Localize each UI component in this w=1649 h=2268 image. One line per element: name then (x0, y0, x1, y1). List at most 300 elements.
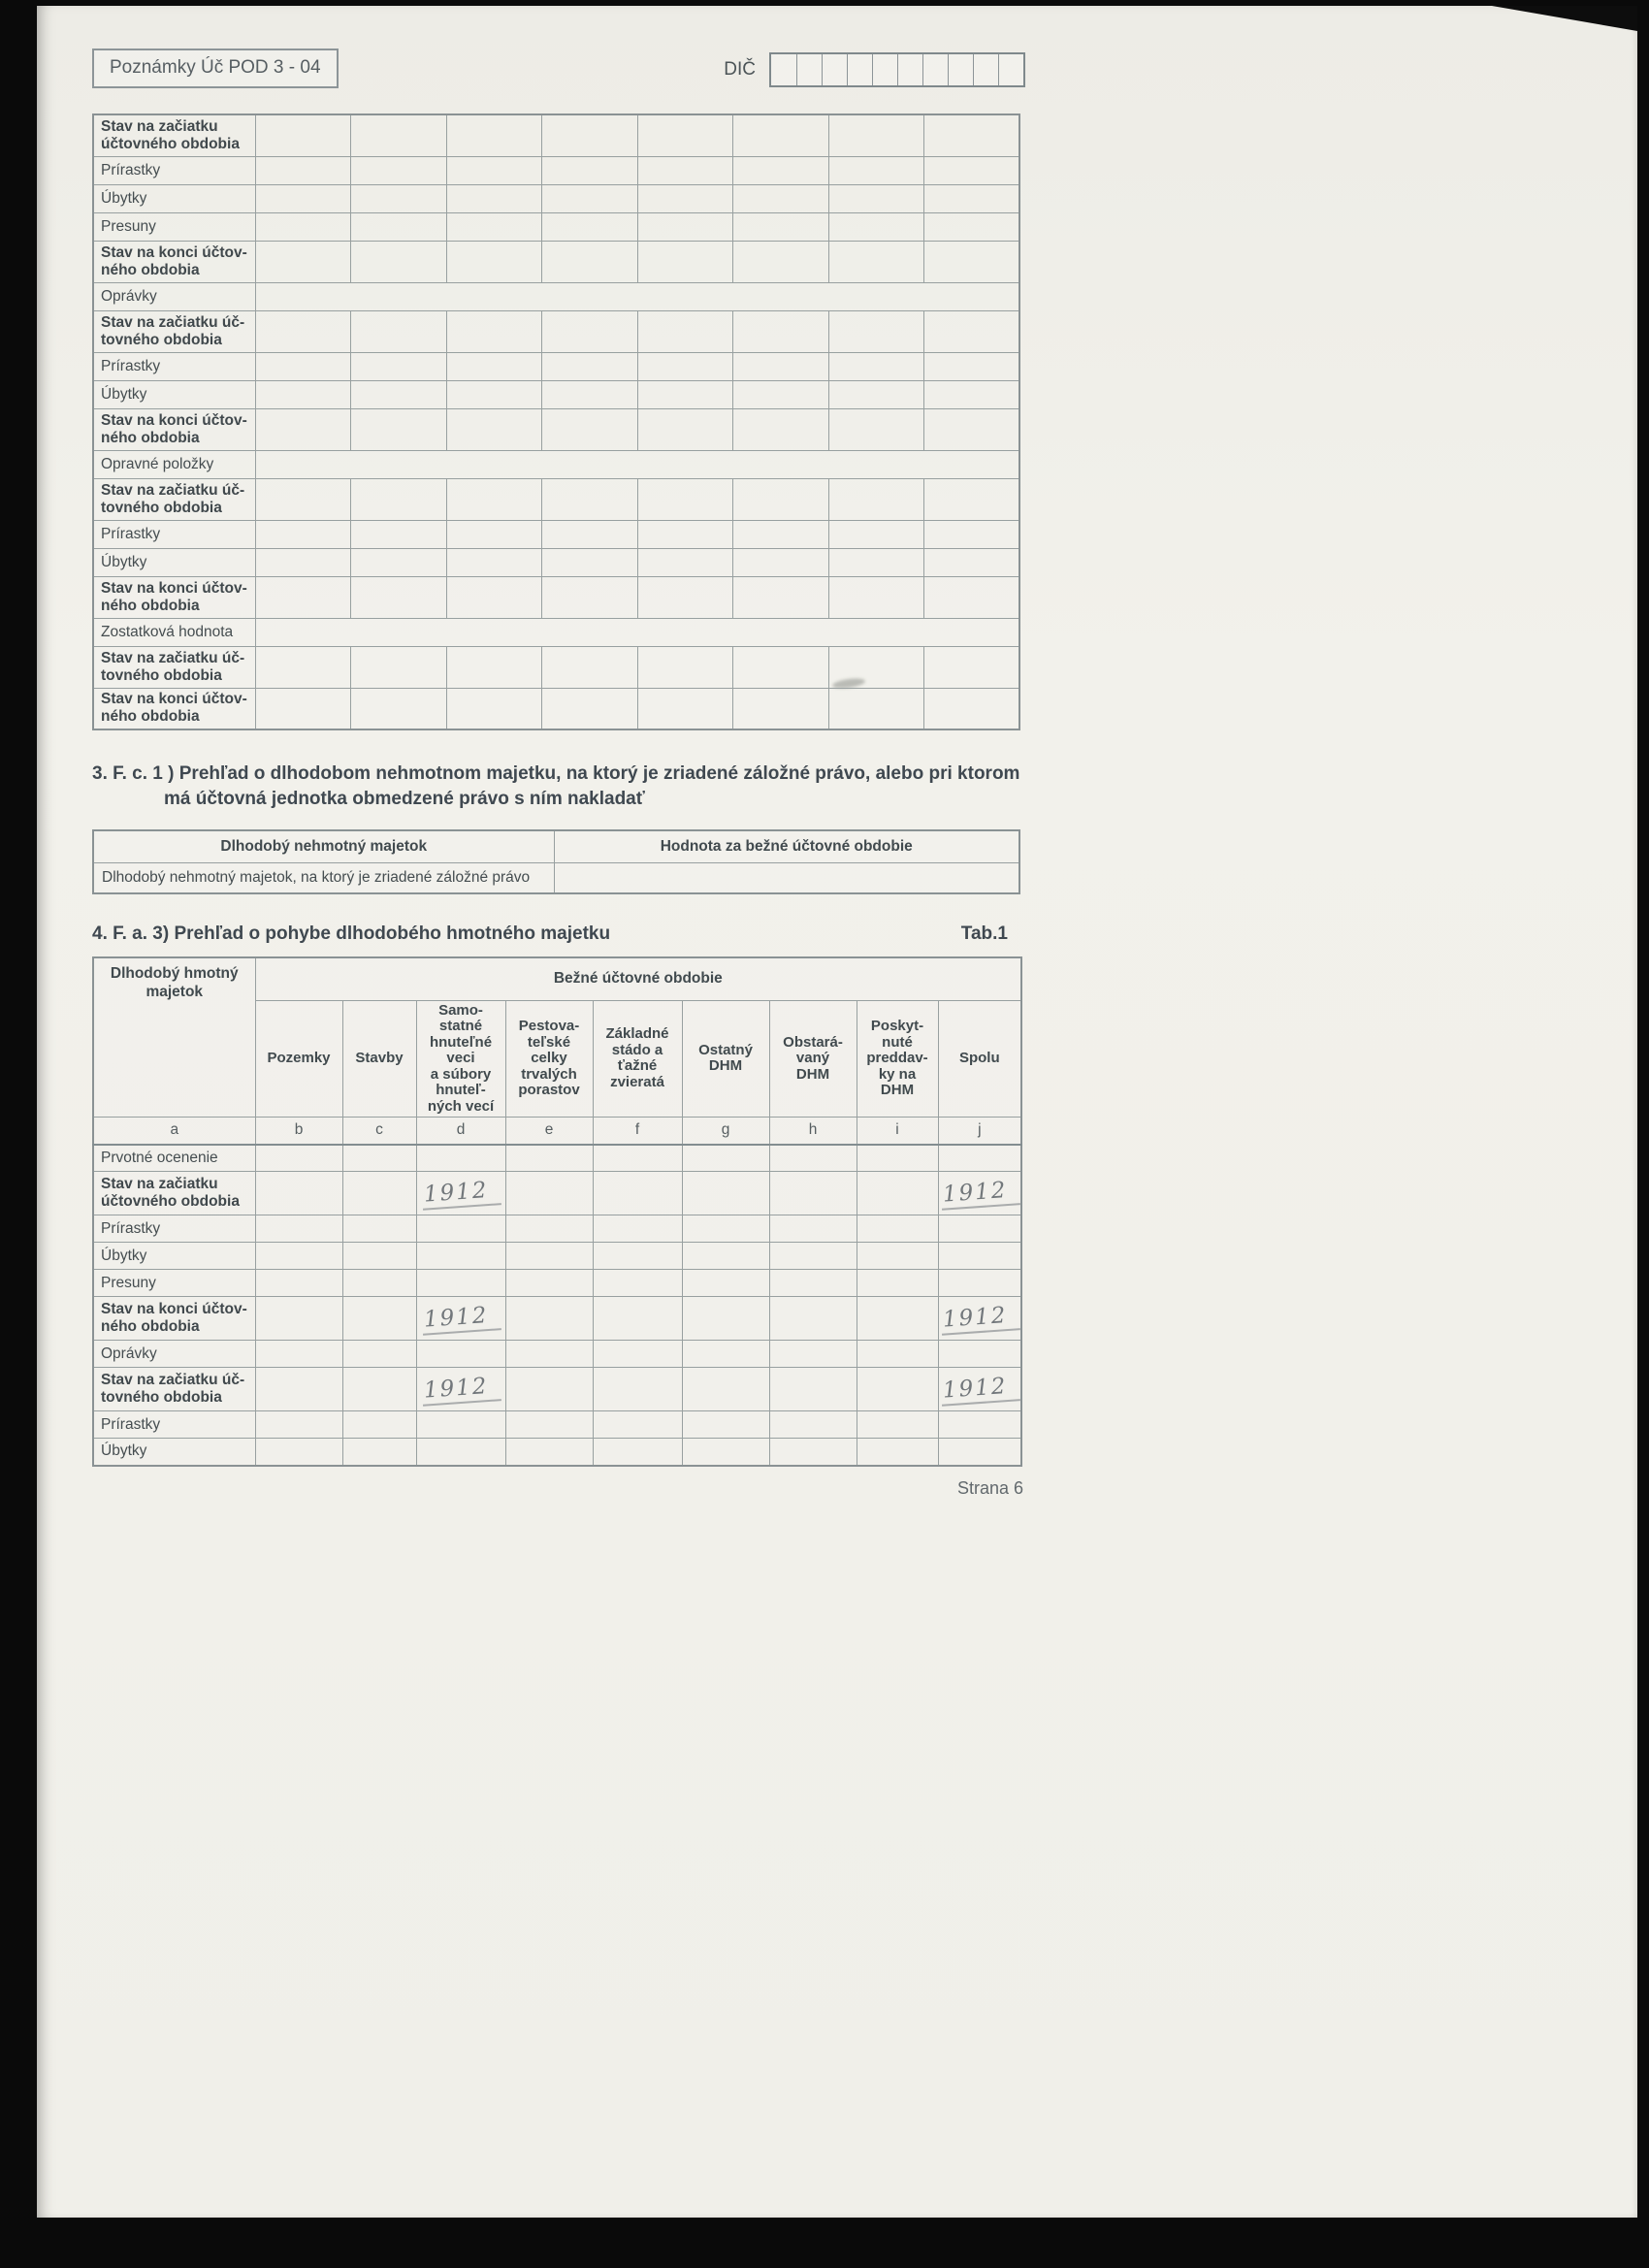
row-label: Úbytky (93, 1243, 255, 1270)
form-title-box (92, 49, 339, 88)
data-cell[interactable] (255, 1172, 342, 1215)
data-cell[interactable] (342, 1270, 416, 1297)
data-cell[interactable] (637, 212, 733, 241)
data-cell[interactable] (416, 1215, 505, 1243)
data-cell[interactable] (255, 380, 351, 408)
tab-label: Tab.1 (960, 923, 1008, 944)
dic-digit-cell[interactable] (847, 54, 872, 85)
table-row (93, 1270, 1021, 1297)
data-cell[interactable] (593, 1341, 682, 1368)
row-label: Stav na konci účtov- ného obdobia (93, 576, 255, 618)
data-cell[interactable] (593, 1145, 682, 1172)
dic-digit-cell[interactable] (922, 54, 948, 85)
data-cell[interactable] (255, 241, 351, 282)
data-cell[interactable] (255, 1368, 342, 1411)
column-letter: h (769, 1118, 857, 1145)
dic-digit-cell[interactable] (872, 54, 897, 85)
data-cell[interactable] (542, 310, 638, 352)
data-cell[interactable] (924, 576, 1020, 618)
table-row (93, 1341, 1021, 1368)
data-cell[interactable] (351, 156, 447, 184)
column-header: Stavby (342, 1000, 416, 1118)
data-cell[interactable] (255, 408, 351, 450)
data-cell[interactable] (446, 688, 542, 729)
data-cell[interactable] (255, 548, 351, 576)
data-cell[interactable] (682, 1341, 769, 1368)
data-cell[interactable] (416, 1243, 505, 1270)
data-cell[interactable] (542, 114, 638, 156)
data-cell[interactable] (637, 688, 733, 729)
column-letter: e (505, 1118, 593, 1145)
section-4-heading: 4. F. a. 3) Prehľad o pohybe dlhodobého hmotného majetku (92, 923, 611, 944)
data-cell[interactable] (446, 310, 542, 352)
dic-digit-cell[interactable] (796, 54, 822, 85)
data-cell[interactable] (924, 212, 1020, 241)
data-cell[interactable] (351, 408, 447, 450)
data-cell[interactable] (828, 310, 924, 352)
asset-movements-table (92, 113, 1020, 730)
data-cell[interactable] (733, 156, 829, 184)
column-header: Spolu (938, 1000, 1021, 1118)
data-cell[interactable] (351, 548, 447, 576)
row-label: Presuny (93, 1270, 255, 1297)
table-row (93, 1243, 1021, 1270)
data-cell[interactable] (416, 1439, 505, 1466)
data-cell[interactable] (924, 241, 1020, 282)
data-cell[interactable] (542, 576, 638, 618)
data-cell[interactable] (924, 478, 1020, 520)
data-cell[interactable] (924, 156, 1020, 184)
data-cell[interactable] (255, 576, 351, 618)
data-cell[interactable] (938, 1368, 1021, 1411)
data-cell[interactable] (924, 408, 1020, 450)
data-cell[interactable] (938, 1411, 1021, 1439)
data-cell[interactable] (938, 1439, 1021, 1466)
data-cell[interactable] (733, 548, 829, 576)
data-cell[interactable] (733, 212, 829, 241)
data-cell[interactable] (416, 1411, 505, 1439)
data-cell[interactable] (255, 1411, 342, 1439)
data-cell[interactable] (505, 1215, 593, 1243)
dic-input[interactable] (769, 52, 1025, 87)
data-cell[interactable] (938, 1270, 1021, 1297)
data-cell[interactable] (857, 1368, 938, 1411)
data-cell[interactable] (446, 352, 542, 380)
data-cell[interactable] (769, 1270, 857, 1297)
data-cell[interactable] (446, 548, 542, 576)
data-cell[interactable] (446, 114, 542, 156)
data-cell[interactable] (542, 646, 638, 688)
row-label: Prírastky (93, 156, 255, 184)
data-cell[interactable] (446, 478, 542, 520)
corner-header: Dlhodobý hmotný majetok (93, 957, 255, 1118)
row-label: Oprávky (93, 282, 255, 310)
data-cell[interactable] (924, 184, 1020, 212)
data-cell[interactable] (938, 1172, 1021, 1215)
data-cell[interactable] (255, 114, 351, 156)
section-3-heading (92, 761, 1025, 812)
divider-cell (255, 618, 1019, 646)
table-row (93, 184, 1019, 212)
data-cell[interactable] (769, 1368, 857, 1411)
data-cell[interactable] (682, 1172, 769, 1215)
data-cell[interactable] (637, 408, 733, 450)
data-cell[interactable] (416, 1368, 505, 1411)
table-row (93, 1368, 1021, 1411)
data-cell[interactable] (342, 1172, 416, 1215)
data-cell[interactable] (446, 156, 542, 184)
data-cell[interactable] (828, 548, 924, 576)
scan-corner-artifact (1492, 6, 1637, 31)
data-cell[interactable] (542, 212, 638, 241)
data-cell[interactable] (828, 576, 924, 618)
column-letter: g (682, 1118, 769, 1145)
data-cell[interactable] (593, 1270, 682, 1297)
data-cell[interactable] (593, 1411, 682, 1439)
data-cell[interactable] (446, 184, 542, 212)
data-cell[interactable] (255, 1270, 342, 1297)
table-row (93, 408, 1019, 450)
data-cell[interactable] (733, 352, 829, 380)
data-cell[interactable] (446, 212, 542, 241)
row-label: Zostatková hodnota (93, 618, 255, 646)
data-cell[interactable] (769, 1215, 857, 1243)
table-row (93, 114, 1019, 156)
data-cell[interactable] (416, 1172, 505, 1215)
form-content (92, 49, 1025, 1499)
data-cell[interactable] (446, 646, 542, 688)
data-cell[interactable] (769, 1439, 857, 1466)
divider-cell (255, 450, 1019, 478)
form-title: Poznámky Úč POD 3 - 04 (110, 57, 321, 78)
page-number: Strana 6 (956, 1477, 1023, 1498)
row-label: Dlhodobý nehmotný majetok, na ktorý je zriadené záložné právo (93, 862, 554, 893)
pledged-intangibles-table (92, 829, 1020, 894)
table-row (93, 380, 1019, 408)
data-cell[interactable] (351, 478, 447, 520)
data-cell[interactable] (351, 241, 447, 282)
data-cell[interactable] (542, 380, 638, 408)
column-header: Pozemky (255, 1000, 342, 1118)
data-cell[interactable] (637, 576, 733, 618)
data-cell[interactable] (351, 520, 447, 548)
data-cell[interactable] (924, 380, 1020, 408)
table-header-row (93, 957, 1021, 1000)
section-4-heading-row (92, 923, 1025, 945)
data-cell[interactable] (828, 380, 924, 408)
data-cell[interactable] (828, 212, 924, 241)
data-cell[interactable] (342, 1411, 416, 1439)
table-row (93, 618, 1019, 646)
data-cell[interactable] (637, 184, 733, 212)
data-cell[interactable] (505, 1145, 593, 1172)
data-cell[interactable] (593, 1215, 682, 1243)
data-cell[interactable] (505, 1368, 593, 1411)
column-letter: a (93, 1118, 255, 1145)
data-cell[interactable] (769, 1243, 857, 1270)
row-label: Opravné položky (93, 450, 255, 478)
data-cell[interactable] (733, 380, 829, 408)
data-cell[interactable] (342, 1215, 416, 1243)
data-cell[interactable] (637, 520, 733, 548)
data-cell[interactable] (733, 310, 829, 352)
data-cell[interactable] (733, 646, 829, 688)
table-row (93, 352, 1019, 380)
data-cell[interactable] (351, 688, 447, 729)
data-cell[interactable] (593, 1172, 682, 1215)
data-cell[interactable] (938, 1341, 1021, 1368)
column-letter: i (857, 1118, 938, 1145)
data-cell[interactable] (924, 114, 1020, 156)
data-cell[interactable] (857, 1215, 938, 1243)
data-cell[interactable] (682, 1215, 769, 1243)
data-cell[interactable] (593, 1243, 682, 1270)
data-cell[interactable] (682, 1368, 769, 1411)
handwritten-value: 1912 (421, 1302, 501, 1336)
data-cell[interactable] (505, 1270, 593, 1297)
table-row (93, 310, 1019, 352)
data-cell[interactable] (924, 520, 1020, 548)
data-cell[interactable] (342, 1243, 416, 1270)
data-cell[interactable] (857, 1243, 938, 1270)
data-cell[interactable] (255, 1341, 342, 1368)
data-cell[interactable] (769, 1411, 857, 1439)
data-cell[interactable] (924, 688, 1020, 729)
column-header: Poskyt- nuté preddav- ky na DHM (857, 1000, 938, 1118)
table-row (93, 282, 1019, 310)
data-cell[interactable] (351, 184, 447, 212)
data-cell[interactable] (769, 1145, 857, 1172)
data-cell[interactable] (637, 241, 733, 282)
data-cell[interactable] (255, 212, 351, 241)
data-cell[interactable] (857, 1411, 938, 1439)
dic-digit-cell[interactable] (771, 54, 796, 85)
data-cell[interactable] (924, 646, 1020, 688)
data-cell[interactable] (733, 478, 829, 520)
data-cell[interactable] (255, 1145, 342, 1172)
table-row (93, 688, 1019, 729)
data-cell[interactable] (255, 310, 351, 352)
data-cell[interactable] (542, 688, 638, 729)
data-cell[interactable] (637, 548, 733, 576)
data-cell[interactable] (637, 380, 733, 408)
row-label: Oprávky (93, 1341, 255, 1368)
data-cell[interactable] (828, 520, 924, 548)
data-cell[interactable] (416, 1297, 505, 1341)
data-cell[interactable] (554, 862, 1019, 893)
table-row (93, 1411, 1021, 1439)
data-cell[interactable] (828, 156, 924, 184)
row-label: Stav na začiatku účtovného obdobia (93, 1172, 255, 1215)
data-cell[interactable] (924, 352, 1020, 380)
handwritten-value: 1912 (940, 1302, 1019, 1336)
row-label: Presuny (93, 212, 255, 241)
data-cell[interactable] (446, 241, 542, 282)
data-cell[interactable] (938, 1145, 1021, 1172)
row-label: Úbytky (93, 380, 255, 408)
data-cell[interactable] (505, 1172, 593, 1215)
column-header: Dlhodobý nehmotný majetok (93, 830, 554, 862)
dic-digit-cell[interactable] (948, 54, 973, 85)
data-cell[interactable] (255, 156, 351, 184)
data-cell[interactable] (938, 1243, 1021, 1270)
data-cell[interactable] (542, 408, 638, 450)
data-cell[interactable] (342, 1297, 416, 1341)
table-row (93, 862, 1019, 893)
data-cell[interactable] (416, 1270, 505, 1297)
data-cell[interactable] (769, 1297, 857, 1341)
handwritten-value: 1912 (421, 1373, 501, 1407)
data-cell[interactable] (542, 520, 638, 548)
data-cell[interactable] (342, 1368, 416, 1411)
data-cell[interactable] (924, 310, 1020, 352)
data-cell[interactable] (505, 1297, 593, 1341)
data-cell[interactable] (446, 576, 542, 618)
data-cell[interactable] (682, 1243, 769, 1270)
data-cell[interactable] (542, 352, 638, 380)
data-cell[interactable] (255, 184, 351, 212)
data-cell[interactable] (342, 1145, 416, 1172)
data-cell[interactable] (828, 408, 924, 450)
data-cell[interactable] (637, 478, 733, 520)
data-cell[interactable] (255, 646, 351, 688)
table-row (93, 1215, 1021, 1243)
dic-digit-cell[interactable] (822, 54, 847, 85)
data-cell[interactable] (733, 114, 829, 156)
data-cell[interactable] (828, 184, 924, 212)
data-cell[interactable] (542, 478, 638, 520)
data-cell[interactable] (733, 184, 829, 212)
dic-digit-cell[interactable] (973, 54, 998, 85)
column-header: Pestova- teľské celky trvalých porastov (505, 1000, 593, 1118)
data-cell[interactable] (857, 1145, 938, 1172)
data-cell[interactable] (342, 1439, 416, 1466)
dic-digit-cell[interactable] (998, 54, 1023, 85)
table-row (93, 450, 1019, 478)
data-cell[interactable] (542, 548, 638, 576)
data-cell[interactable] (637, 114, 733, 156)
table-header-row (93, 830, 1019, 862)
table-row (93, 241, 1019, 282)
data-cell[interactable] (505, 1341, 593, 1368)
handwritten-value: 1912 (940, 1373, 1019, 1407)
data-cell[interactable] (857, 1270, 938, 1297)
row-label: Stav na začiatku úč- tovného obdobia (93, 1368, 255, 1411)
data-cell[interactable] (255, 1297, 342, 1341)
data-cell[interactable] (857, 1297, 938, 1341)
data-cell[interactable] (938, 1215, 1021, 1243)
data-cell[interactable] (255, 352, 351, 380)
data-cell[interactable] (542, 156, 638, 184)
data-cell[interactable] (593, 1439, 682, 1466)
data-cell[interactable] (682, 1411, 769, 1439)
data-cell[interactable] (733, 576, 829, 618)
handwritten-value: 1912 (940, 1177, 1019, 1211)
dic-digit-cell[interactable] (897, 54, 922, 85)
data-cell[interactable] (255, 688, 351, 729)
data-cell[interactable] (682, 1270, 769, 1297)
data-cell[interactable] (828, 241, 924, 282)
data-cell[interactable] (938, 1297, 1021, 1341)
handwritten-value: 1912 (421, 1177, 501, 1211)
data-cell[interactable] (351, 352, 447, 380)
data-cell[interactable] (733, 520, 829, 548)
data-cell[interactable] (351, 310, 447, 352)
section-3-heading-line1: 3. F. c. 1 ) Prehľad o dlhodobom nehmotnom majetku, na ktorý je zriadené záložné právo, alebo pri ktorom (92, 763, 1020, 784)
data-cell[interactable] (924, 548, 1020, 576)
data-cell[interactable] (255, 1243, 342, 1270)
data-cell[interactable] (505, 1243, 593, 1270)
row-label: Úbytky (93, 1439, 255, 1466)
data-cell[interactable] (255, 1215, 342, 1243)
column-header: Obstará- vaný DHM (769, 1000, 857, 1118)
data-cell[interactable] (446, 520, 542, 548)
data-cell[interactable] (682, 1439, 769, 1466)
data-cell[interactable] (828, 478, 924, 520)
data-cell[interactable] (593, 1297, 682, 1341)
row-label: Prírastky (93, 1411, 255, 1439)
data-cell[interactable] (769, 1341, 857, 1368)
data-cell[interactable] (733, 241, 829, 282)
data-cell[interactable] (637, 310, 733, 352)
data-cell[interactable] (351, 646, 447, 688)
data-cell[interactable] (857, 1439, 938, 1466)
data-cell[interactable] (828, 688, 924, 729)
data-cell[interactable] (255, 478, 351, 520)
data-cell[interactable] (593, 1368, 682, 1411)
data-cell[interactable] (351, 114, 447, 156)
row-label: Prírastky (93, 520, 255, 548)
data-cell[interactable] (542, 184, 638, 212)
column-header: Samo- statné hnuteľné veci a súbory hnuteľ- ných vecí (416, 1000, 505, 1118)
data-cell[interactable] (342, 1341, 416, 1368)
row-label: Stav na začiatku úč- tovného obdobia (93, 646, 255, 688)
data-cell[interactable] (637, 352, 733, 380)
dic-label: DIČ (724, 59, 756, 80)
data-cell[interactable] (505, 1439, 593, 1466)
data-cell[interactable] (733, 688, 829, 729)
data-cell[interactable] (446, 380, 542, 408)
data-cell[interactable] (682, 1297, 769, 1341)
data-cell[interactable] (351, 380, 447, 408)
row-label: Stav na konci účtov- ného obdobia (93, 1297, 255, 1341)
column-header: Hodnota za bežné účtovné obdobie (554, 830, 1019, 862)
data-cell[interactable] (769, 1172, 857, 1215)
data-cell[interactable] (255, 1439, 342, 1466)
table-row (93, 576, 1019, 618)
data-cell[interactable] (857, 1341, 938, 1368)
data-cell[interactable] (637, 156, 733, 184)
data-cell[interactable] (416, 1341, 505, 1368)
table-row (93, 478, 1019, 520)
data-cell[interactable] (446, 408, 542, 450)
data-cell[interactable] (828, 646, 924, 688)
data-cell[interactable] (637, 646, 733, 688)
data-cell[interactable] (682, 1145, 769, 1172)
data-cell[interactable] (505, 1411, 593, 1439)
data-cell[interactable] (351, 212, 447, 241)
data-cell[interactable] (733, 408, 829, 450)
data-cell[interactable] (255, 520, 351, 548)
data-cell[interactable] (828, 352, 924, 380)
data-cell[interactable] (416, 1145, 505, 1172)
data-cell[interactable] (542, 241, 638, 282)
column-header: Základné stádo a ťažné zvieratá (593, 1000, 682, 1118)
data-cell[interactable] (351, 576, 447, 618)
column-letter: b (255, 1118, 342, 1145)
data-cell[interactable] (828, 114, 924, 156)
data-cell[interactable] (857, 1172, 938, 1215)
